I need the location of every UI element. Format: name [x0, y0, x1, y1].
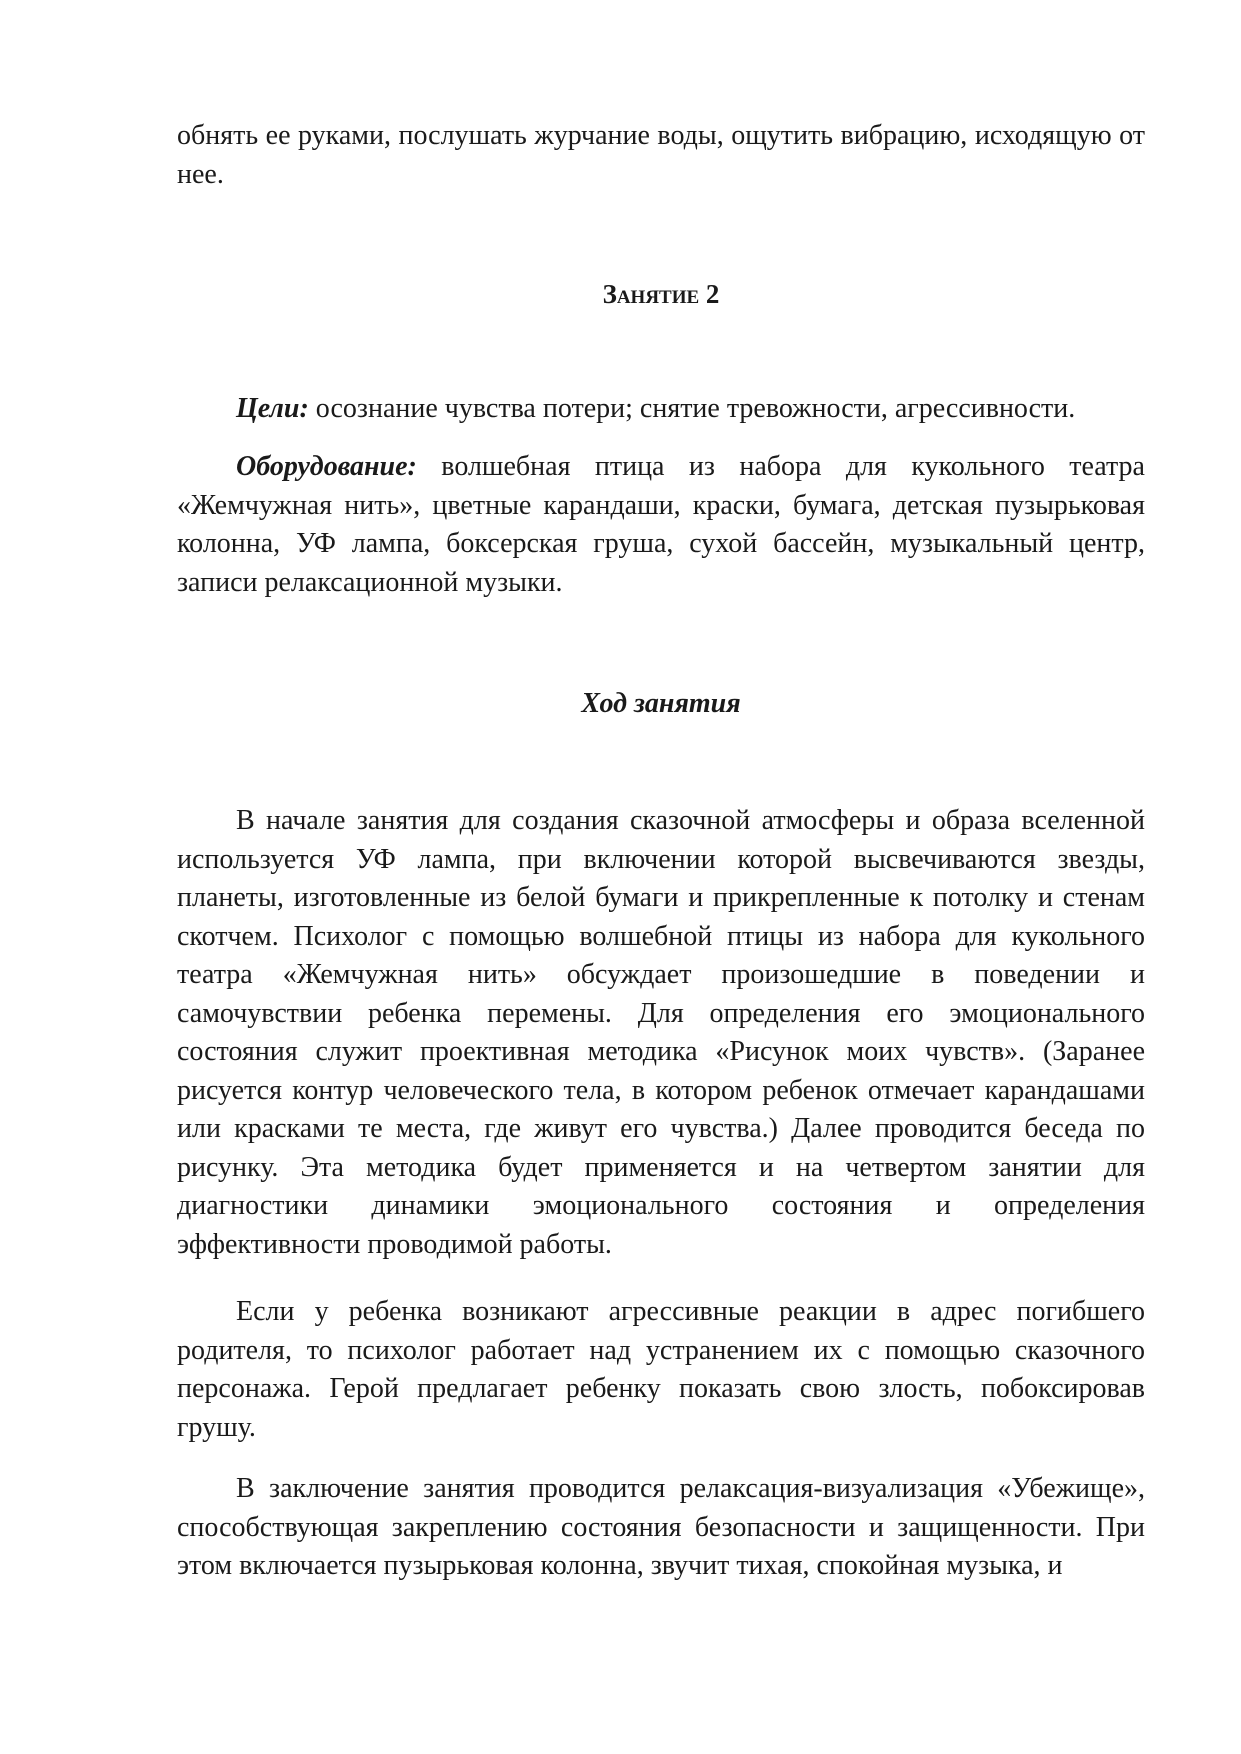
body-paragraph-3: В заключение занятия проводится релаксация-визуализация «Убежище», способствующая закреплению состояния безопасности и защищенности. При этом включается пузырьковая колонна, звучит тихая, спокойная музыка, и [177, 1473, 1145, 1581]
procedure-title: Ход занятия [581, 688, 741, 719]
continuation-paragraph: обнять ее руками, послушать журчание воды, ощутить вибрацию, исходящую от нее. [177, 120, 1145, 190]
equipment-paragraph [177, 448, 1145, 602]
goals-paragraph [177, 390, 1145, 429]
equipment-label: Оборудование: [236, 451, 417, 482]
goals-text: осознание чувства потери; снятие тревожности, агрессивности. [308, 393, 1076, 424]
body-paragraph-2: Если у ребенка возникают агрессивные реакции в адрес погибшего родителя, то психолог работает над устранением их с помощью сказочного персонажа. Герой предлагает ребенку показать свою злость, побоксировав грушу. [177, 1296, 1145, 1443]
body-paragraph-1: В начале занятия для создания сказочной атмосферы и образа вселенной используется УФ лампа, при включении которой высвечиваются звезды, планеты, изготовленные из белой бумаги и прикрепленные к потолку и стенам скотчем. Психолог с помощью волшебной птицы из набора для кукольного театра «Жемчужная нить» обсуждает произошедшие в поведении и самочувствии ребенка перемены. Для определения его эмоционального состояния служит проективная методика «Рисунок моих чувств». (Заранее рисуется контур человеческого тела, в котором ребенок отмечает карандашами или красками те места, где живут его чувства.) Далее проводится беседа по рисунку. Эта методика будет применяется и на четвертом занятии для диагностики динамики эмоционального состояния и определения эффективности проводимой работы. [177, 805, 1145, 1260]
section-title: Занятие 2 [602, 279, 720, 309]
goals-label: Цели: [236, 393, 309, 424]
equipment-text: волшебная птица из набора для кукольного театра «Жемчужная нить», цветные карандаши, краски, бумага, детская пузырьковая колонна, УФ лампа, боксерская груша, сухой бассейн, музыкальный центр, записи релаксационной музыки. [177, 451, 1145, 598]
